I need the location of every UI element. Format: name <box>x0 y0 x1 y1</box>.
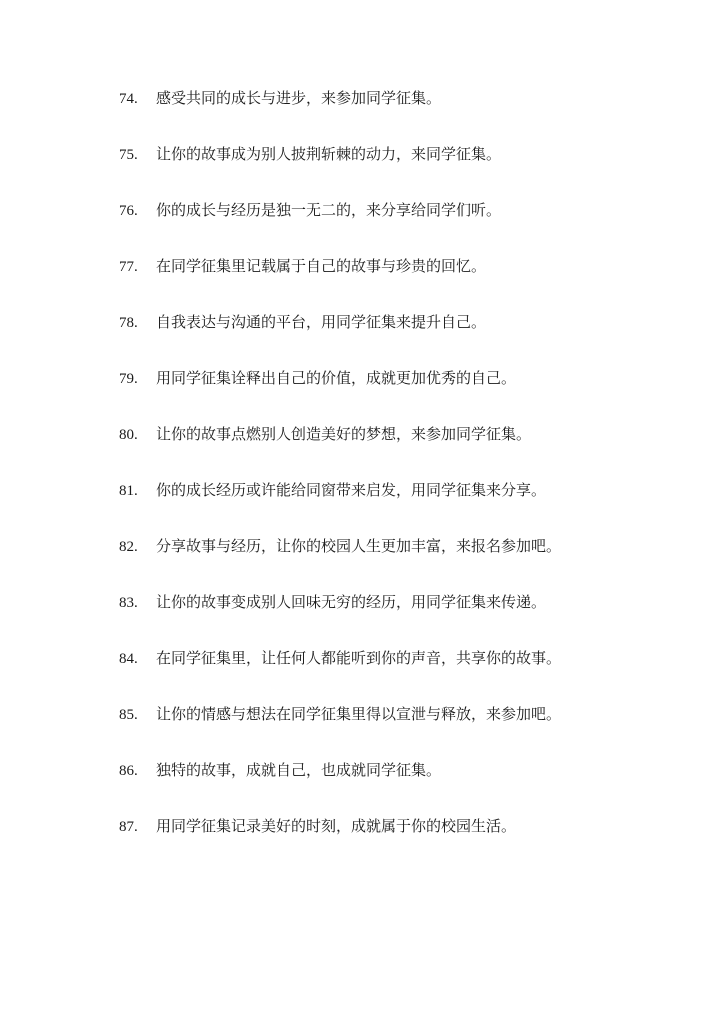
list-item <box>119 476 546 504</box>
list-item <box>119 84 441 112</box>
item-number: 74. <box>119 91 138 107</box>
item-text: 让你的情感与想法在同学征集里得以宣泄与释放，来参加吧。 <box>156 705 562 723</box>
list-item <box>119 812 516 840</box>
item-text: 感受共同的成长与进步，来参加同学征集。 <box>156 89 442 107</box>
item-number: 84. <box>119 651 138 667</box>
item-text: 分享故事与经历，让你的校园人生更加丰富，来报名参加吧。 <box>156 537 562 555</box>
item-number: 85. <box>119 707 138 723</box>
list-item <box>119 140 501 168</box>
item-number: 82. <box>119 539 138 555</box>
item-number: 81. <box>119 483 138 499</box>
item-text: 在同学征集里，让任何人都能听到你的声音，共享你的故事。 <box>156 649 562 667</box>
item-number: 80. <box>119 427 138 443</box>
list-item <box>119 756 441 784</box>
item-text: 让你的故事点燃别人创造美好的梦想，来参加同学征集。 <box>156 425 532 443</box>
item-text: 用同学征集记录美好的时刻，成就属于你的校园生活。 <box>156 817 517 835</box>
item-number: 76. <box>119 203 138 219</box>
item-text: 用同学征集诠释出自己的价值，成就更加优秀的自己。 <box>156 369 517 387</box>
list-item <box>119 700 561 728</box>
item-number: 86. <box>119 763 138 779</box>
list-item <box>119 532 561 560</box>
item-text: 在同学征集里记载属于自己的故事与珍贵的回忆。 <box>156 257 487 275</box>
item-number: 79. <box>119 371 138 387</box>
list-item <box>119 252 486 280</box>
item-text: 让你的故事成为别人披荆斩棘的动力，来同学征集。 <box>156 145 502 163</box>
list-item <box>119 364 516 392</box>
item-text: 让你的故事变成别人回味无穷的经历，用同学征集来传递。 <box>156 593 547 611</box>
item-number: 87. <box>119 819 138 835</box>
item-number: 77. <box>119 259 138 275</box>
item-text: 独特的故事，成就自己，也成就同学征集。 <box>156 761 442 779</box>
item-number: 78. <box>119 315 138 331</box>
item-text: 自我表达与沟通的平台，用同学征集来提升自己。 <box>156 313 487 331</box>
item-text: 你的成长与经历是独一无二的，来分享给同学们听。 <box>156 201 502 219</box>
list-item <box>119 588 546 616</box>
item-text: 你的成长经历或许能给同窗带来启发，用同学征集来分享。 <box>156 481 547 499</box>
list-item <box>119 644 561 672</box>
list-item <box>119 196 501 224</box>
item-number: 83. <box>119 595 138 611</box>
item-number: 75. <box>119 147 138 163</box>
list-item <box>119 308 486 336</box>
list-item <box>119 420 531 448</box>
